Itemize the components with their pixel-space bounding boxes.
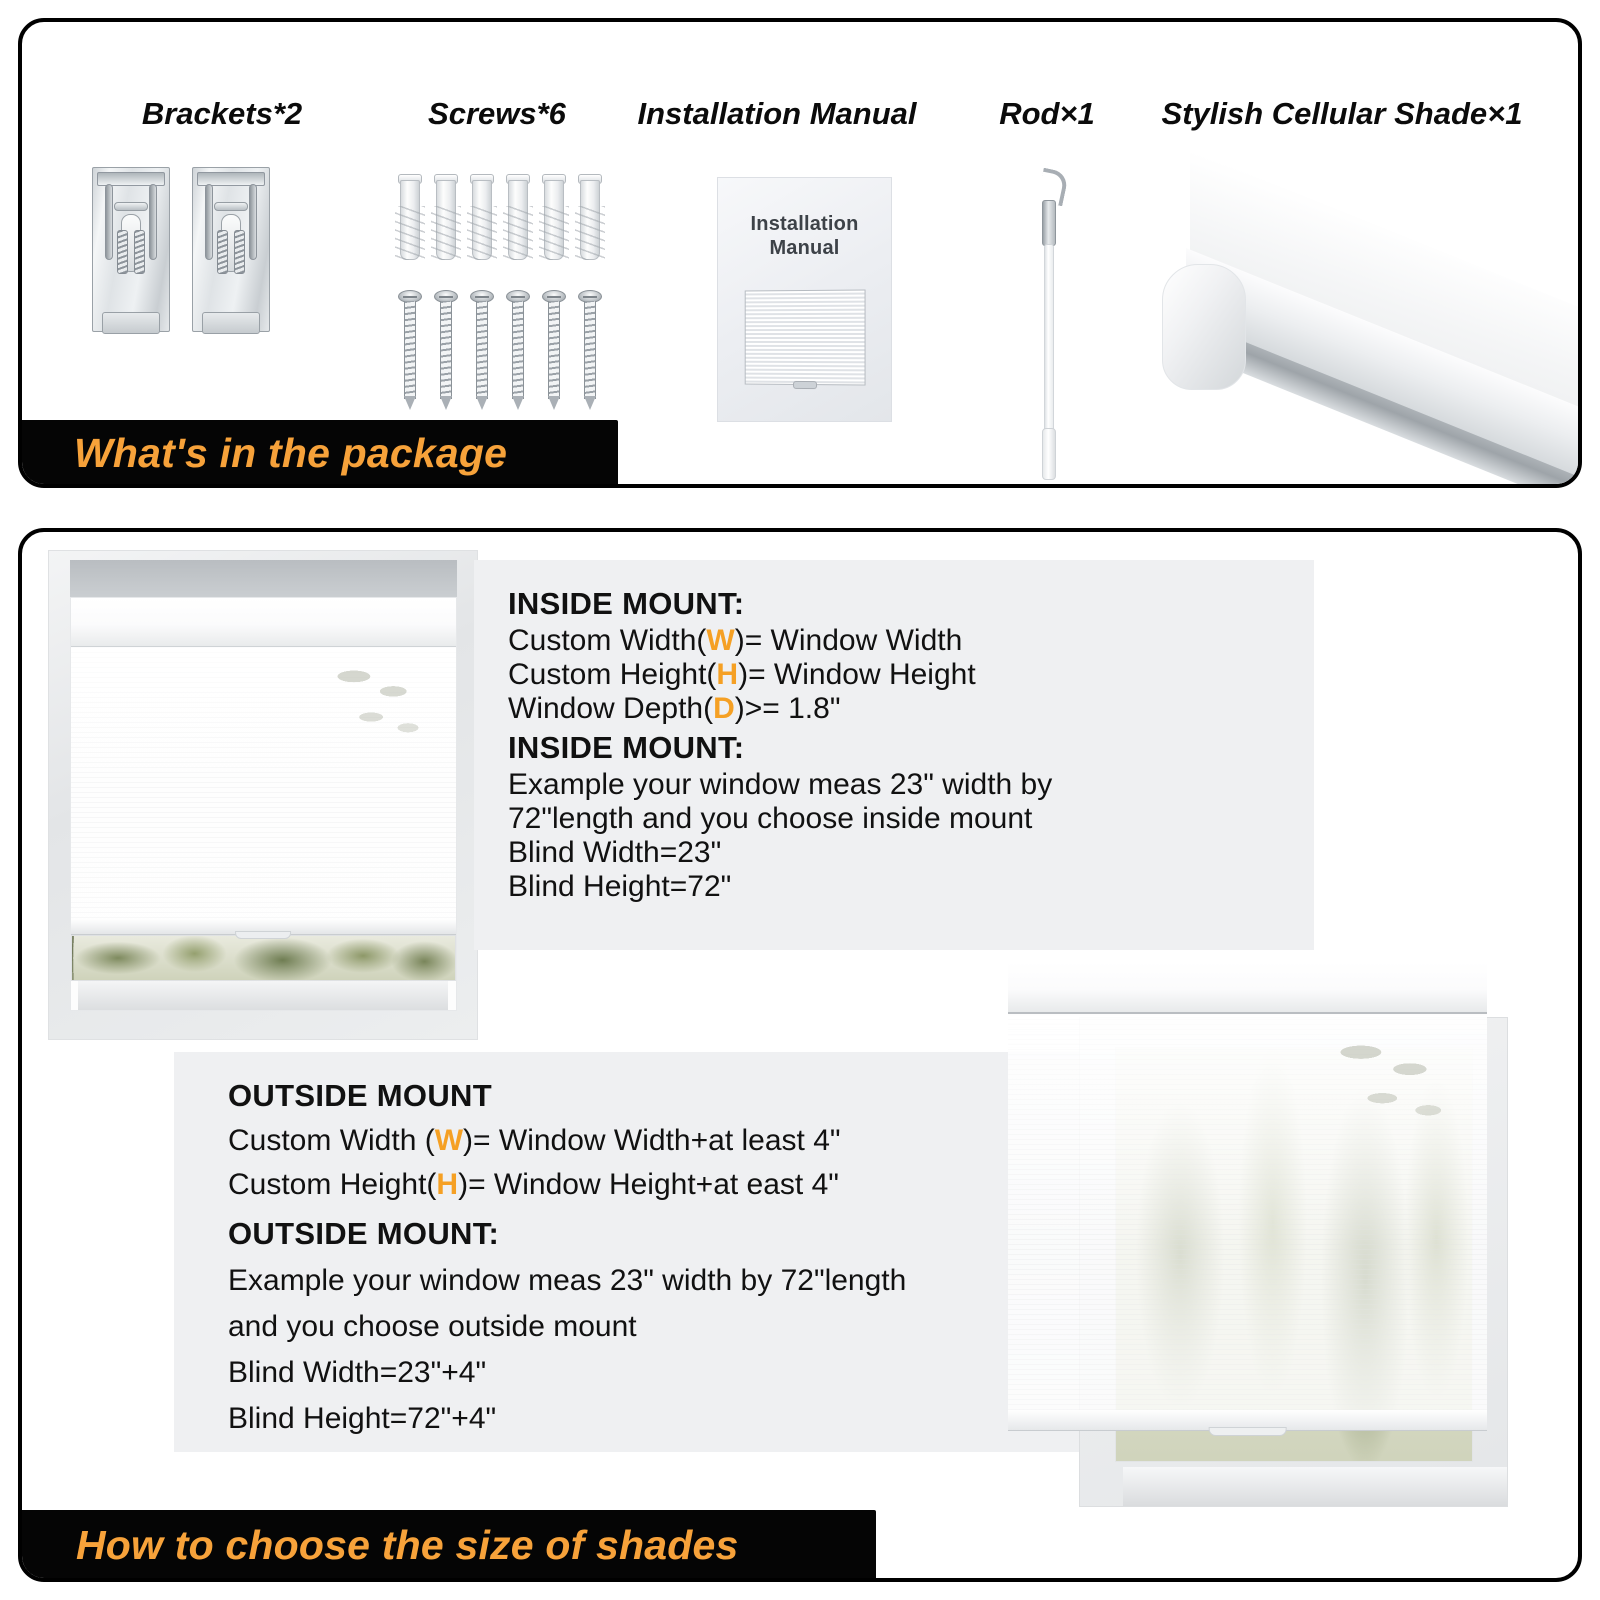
outside-mount-formula-width [228, 1124, 1134, 1158]
inside-mount-example-line-1: Example your window meas 23" width by [508, 768, 1053, 801]
outside-mount-formula-height [228, 1168, 1134, 1202]
outside-mount-example-line-1: Example your window meas 23" width by 72"length [228, 1264, 907, 1297]
inside-mount-heading-2: INSIDE MOUNT: [508, 730, 745, 765]
outside-mount-window-image [1008, 962, 1518, 1507]
item-label-screws: Screws*6 [428, 96, 566, 131]
size-guide-panel [18, 528, 1582, 1582]
size-guide-banner-text: How to choose the size of shades [76, 1521, 739, 1568]
manual-cover-title [718, 212, 891, 261]
inside-mount-formula-height [508, 658, 1314, 692]
item-label-brackets: Brackets*2 [141, 96, 303, 131]
package-banner [18, 420, 618, 486]
package-banner-text: What's in the package [74, 429, 508, 476]
screw-icon [392, 172, 622, 392]
out-formula-width-prefix: Custom Width ( [228, 1124, 435, 1157]
formula-height-highlight: H [716, 658, 739, 691]
formula-depth-prefix: Window Depth( [508, 692, 714, 725]
inside-mount-heading-1: INSIDE MOUNT: [508, 586, 745, 621]
outside-mount-textbox [174, 1052, 1134, 1452]
manual-shade-drawing [745, 289, 866, 385]
outside-mount-example-line-3: Blind Width=23"+4" [228, 1356, 487, 1389]
manual-icon [717, 177, 892, 422]
inside-mount-window-image [48, 550, 478, 1040]
size-guide-banner [18, 1510, 876, 1580]
item-label-rod: Rod×1 [999, 96, 1095, 131]
formula-width-highlight: W [706, 624, 735, 657]
inside-mount-example-line-4: Blind Height=72" [508, 870, 732, 903]
manual-title-line1: Installation [750, 213, 859, 235]
outside-mount-heading-2: OUTSIDE MOUNT: [228, 1216, 500, 1251]
outside-mount-example-line-2: and you choose outside mount [228, 1310, 637, 1343]
item-label-manual: Installation Manual [637, 96, 917, 131]
outside-mount-heading-1: OUTSIDE MOUNT [228, 1078, 492, 1113]
inside-mount-formula-width [508, 624, 1314, 658]
formula-depth-suffix: )>= 1.8" [734, 692, 841, 725]
inside-mount-textbox [474, 560, 1314, 950]
item-label-shade: Stylish Cellular Shade×1 [1161, 96, 1523, 131]
headrail-icon [1162, 152, 1582, 452]
formula-height-prefix: Custom Height( [508, 658, 717, 691]
inside-mount-formula-depth [508, 692, 1314, 726]
formula-width-prefix: Custom Width( [508, 624, 707, 657]
out-formula-height-suffix: )= Window Height+at east 4" [458, 1168, 839, 1201]
out-formula-height-highlight: H [436, 1168, 459, 1201]
rod-icon [1034, 170, 1074, 480]
formula-width-suffix: )= Window Width [734, 624, 963, 657]
out-formula-height-prefix: Custom Height( [228, 1168, 437, 1201]
formula-height-suffix: )= Window Height [738, 658, 976, 691]
inside-mount-example-line-3: Blind Width=23" [508, 836, 722, 869]
inside-mount-example-line-2: 72"length and you choose inside mount [508, 802, 1033, 835]
out-formula-width-suffix: )= Window Width+at least 4" [463, 1124, 841, 1157]
manual-title-line2: Manual [769, 237, 840, 260]
bracket-icon [82, 157, 312, 347]
formula-depth-highlight: D [713, 692, 735, 725]
outside-mount-example-line-4: Blind Height=72"+4" [228, 1402, 497, 1435]
package-panel [18, 18, 1582, 488]
out-formula-width-highlight: W [434, 1124, 464, 1157]
